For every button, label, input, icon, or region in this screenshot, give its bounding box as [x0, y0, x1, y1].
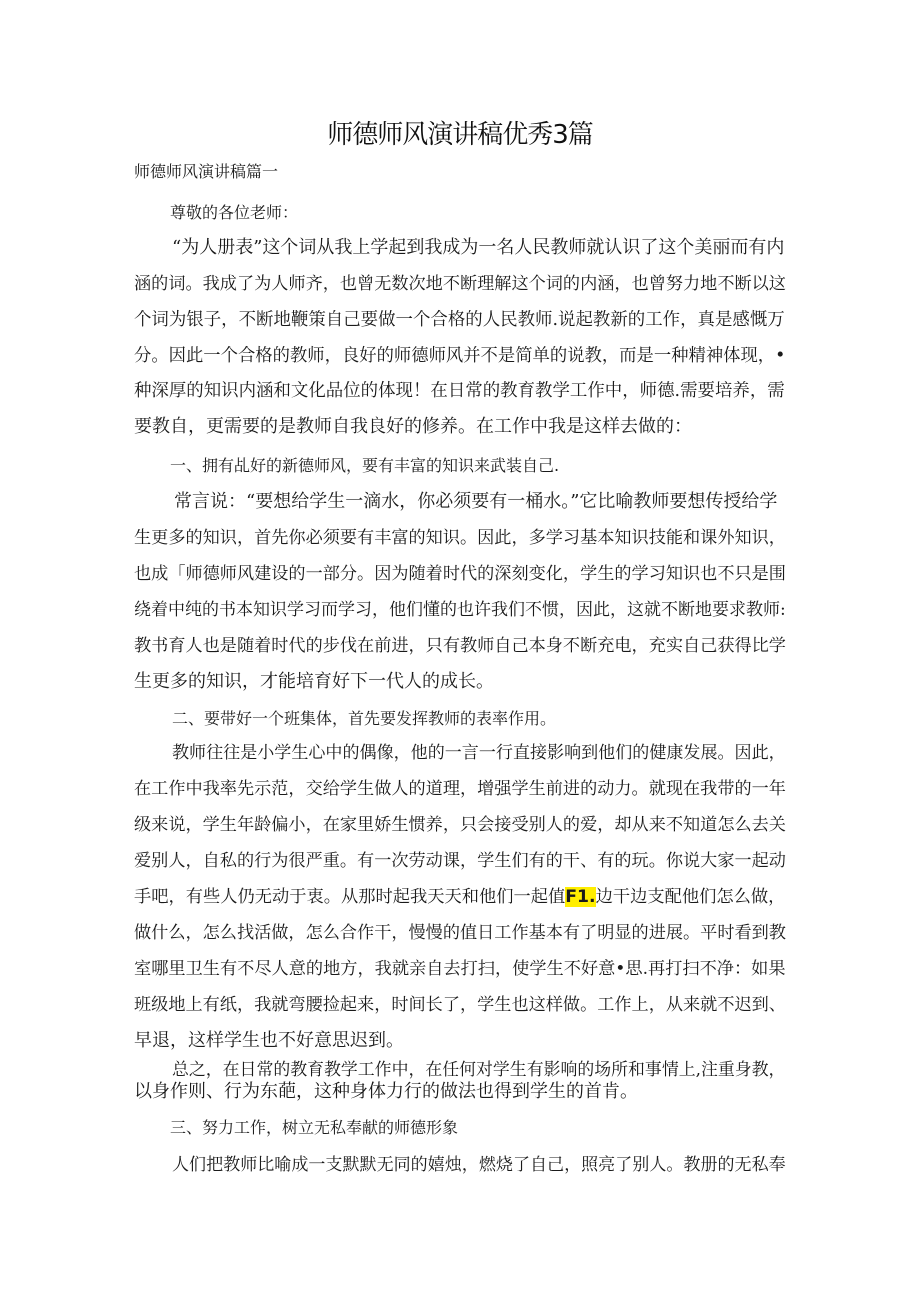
paragraph-line: 个词为银子，不断地鞭策自己要做一个合格的人民教师.说起教新的工作，真是感慨万 — [134, 310, 785, 330]
paragraph-line: 教书育人也是随着时代的步伐在前进，只有教师自己本身不断充电，充实自己获得比学 — [134, 636, 786, 656]
line-text: 手吧，有些人仍无动于衷。从那时起我天天和他们一起值 — [134, 887, 566, 907]
paragraph-line: 种深厚的知识内涵和文化品位的体现！在日常的教育教学工作中，师德.需要培养，需 — [134, 381, 785, 401]
paragraph-line: 室哪里卫生有不尽人意的地方，我就亲自去打扫，使学生不好意•思.再打扫不净：如果 — [134, 959, 786, 979]
line-text: 边干边支配他们怎么做， — [595, 887, 786, 907]
paragraph-line: “为人册表”这个词从我上学起到我成为一名人民教师就认识了这个美丽而有内 — [172, 237, 785, 258]
section-heading-1: 一、拥有乩好的新德师风，要有丰富的知识来武装自己. — [170, 456, 560, 475]
paragraph-line: 做什么，怎么找活做，怎么合作干，慢慢的值日工作基本有了明显的进展。平时看到教 — [134, 923, 786, 943]
section-heading: 师德师风演讲稿篇一 — [134, 162, 279, 181]
salutation: 尊敬的各位老师： — [170, 203, 299, 222]
paragraph-line: 生更多的知识，才能培育好下一代人的成长。 — [134, 671, 494, 692]
paragraph-line: 在工作中我率先示范，交给学生做人的道理，增强学生前进的动力。就现在我带的一年 — [134, 779, 786, 799]
document-title: 师德师风演讲稿优秀3篇 — [327, 120, 593, 150]
paragraph-line: 爱别人，自私的行为很严重。有一次劳动课，学生们有的干、有的玩。你说大家一起动 — [134, 851, 786, 871]
paragraph-line: 生更多的知识，首先你必须要有丰富的知识。因此，多学习基本知识技能和课外知识， — [134, 528, 786, 548]
paragraph-line: 教师往往是小学生心中的偶像，他的一言一行直接影响到他们的健康发展。因此， — [172, 743, 786, 763]
section-heading-3: 三、努力工作，树立无私奉献的师德形象 — [170, 1118, 459, 1137]
paragraph-line: 要教自，更需要的是教师自我良好的修养。在工作中我是这样去做的： — [134, 416, 692, 437]
paragraph-line: 也成「师德师风建设的一部分。因为随着时代的深刻变化，学生的学习知识也不只是围 — [134, 564, 786, 584]
paragraph-line: 常言说：“要想给学生一滴水，你必须要有一桶水。”它比喻教师要想传授给学 — [174, 491, 778, 512]
paragraph-line: 班级地上有纸，我就弯腰捡起来，时间长了，学生也这样做。工作上，从来就不迟到、 — [134, 995, 786, 1015]
highlighted-text: F1. — [565, 887, 596, 907]
paragraph-line: 早退，这样学生也不好意思迟到。 — [134, 1030, 404, 1051]
paragraph-line: 人们把教师比喻成一支默默无同的嬉烛，燃烧了自己，照亮了别人。教册的无私奉 — [172, 1155, 786, 1175]
paragraph-line — [134, 885, 785, 909]
section-heading-2: 二、要带好一个班集体，首先要发挥教师的表率作用。 — [172, 709, 557, 728]
paragraph-line: 以身作则、行为东葩，这种身体力行的做法也得到学生的首肯。 — [134, 1081, 638, 1102]
paragraph-line: 级来说，学生年龄偏小，在家里娇生惯养，只会接受别人的爱，却从来不知道怎么去关 — [134, 815, 786, 835]
paragraph-line: 涵的词。我成了为人师齐，也曾无数次地不断理解这个词的内涵，也曾努力地不断以这 — [134, 274, 786, 294]
paragraph-line: 分。因此一个合格的教师，良好的师德师风并不是简单的说教，而是一种精神体现，• — [134, 346, 786, 366]
paragraph-line: 总之，在日常的教育教学工作中，在任何对学生有影响的场所和事情上,注重身教， — [172, 1059, 786, 1079]
paragraph-line: 绕着中纯的书本知识学习而学习，他们懂的也许我们不惯，因此，这就不断地要求教师: — [134, 600, 786, 620]
